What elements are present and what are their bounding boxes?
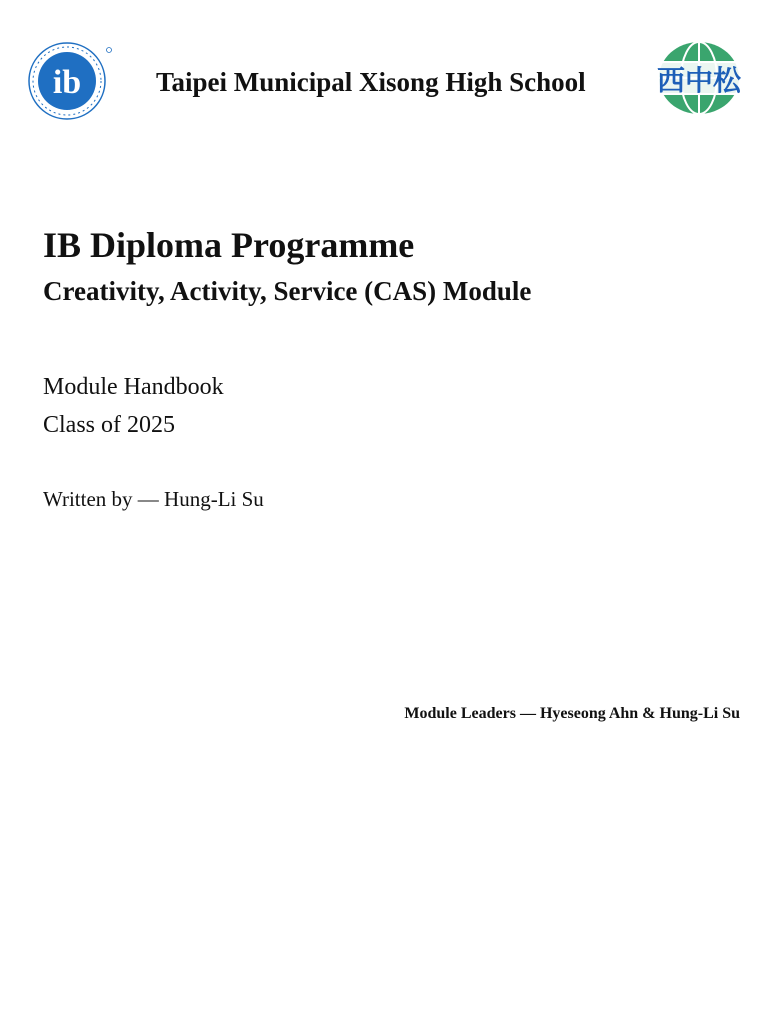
handbook-label: Module Handbook [43,374,224,400]
document-title: IB Diploma Programme [43,225,415,265]
module-leaders: Module Leaders — Hyeseong Ahn & Hung-Li Su [404,705,740,722]
school-name: Taipei Municipal Xisong High School [156,67,586,97]
ib-logo-mark: ib [52,64,82,101]
school-logo-icon [654,40,744,116]
class-of-label: Class of 2025 [43,412,175,438]
ib-logo-icon [25,40,113,122]
document-subtitle: Creativity, Activity, Service (CAS) Module [43,276,532,306]
written-by: Written by — Hung-Li Su [43,487,264,511]
school-logo-text: 西中松 [656,64,742,97]
